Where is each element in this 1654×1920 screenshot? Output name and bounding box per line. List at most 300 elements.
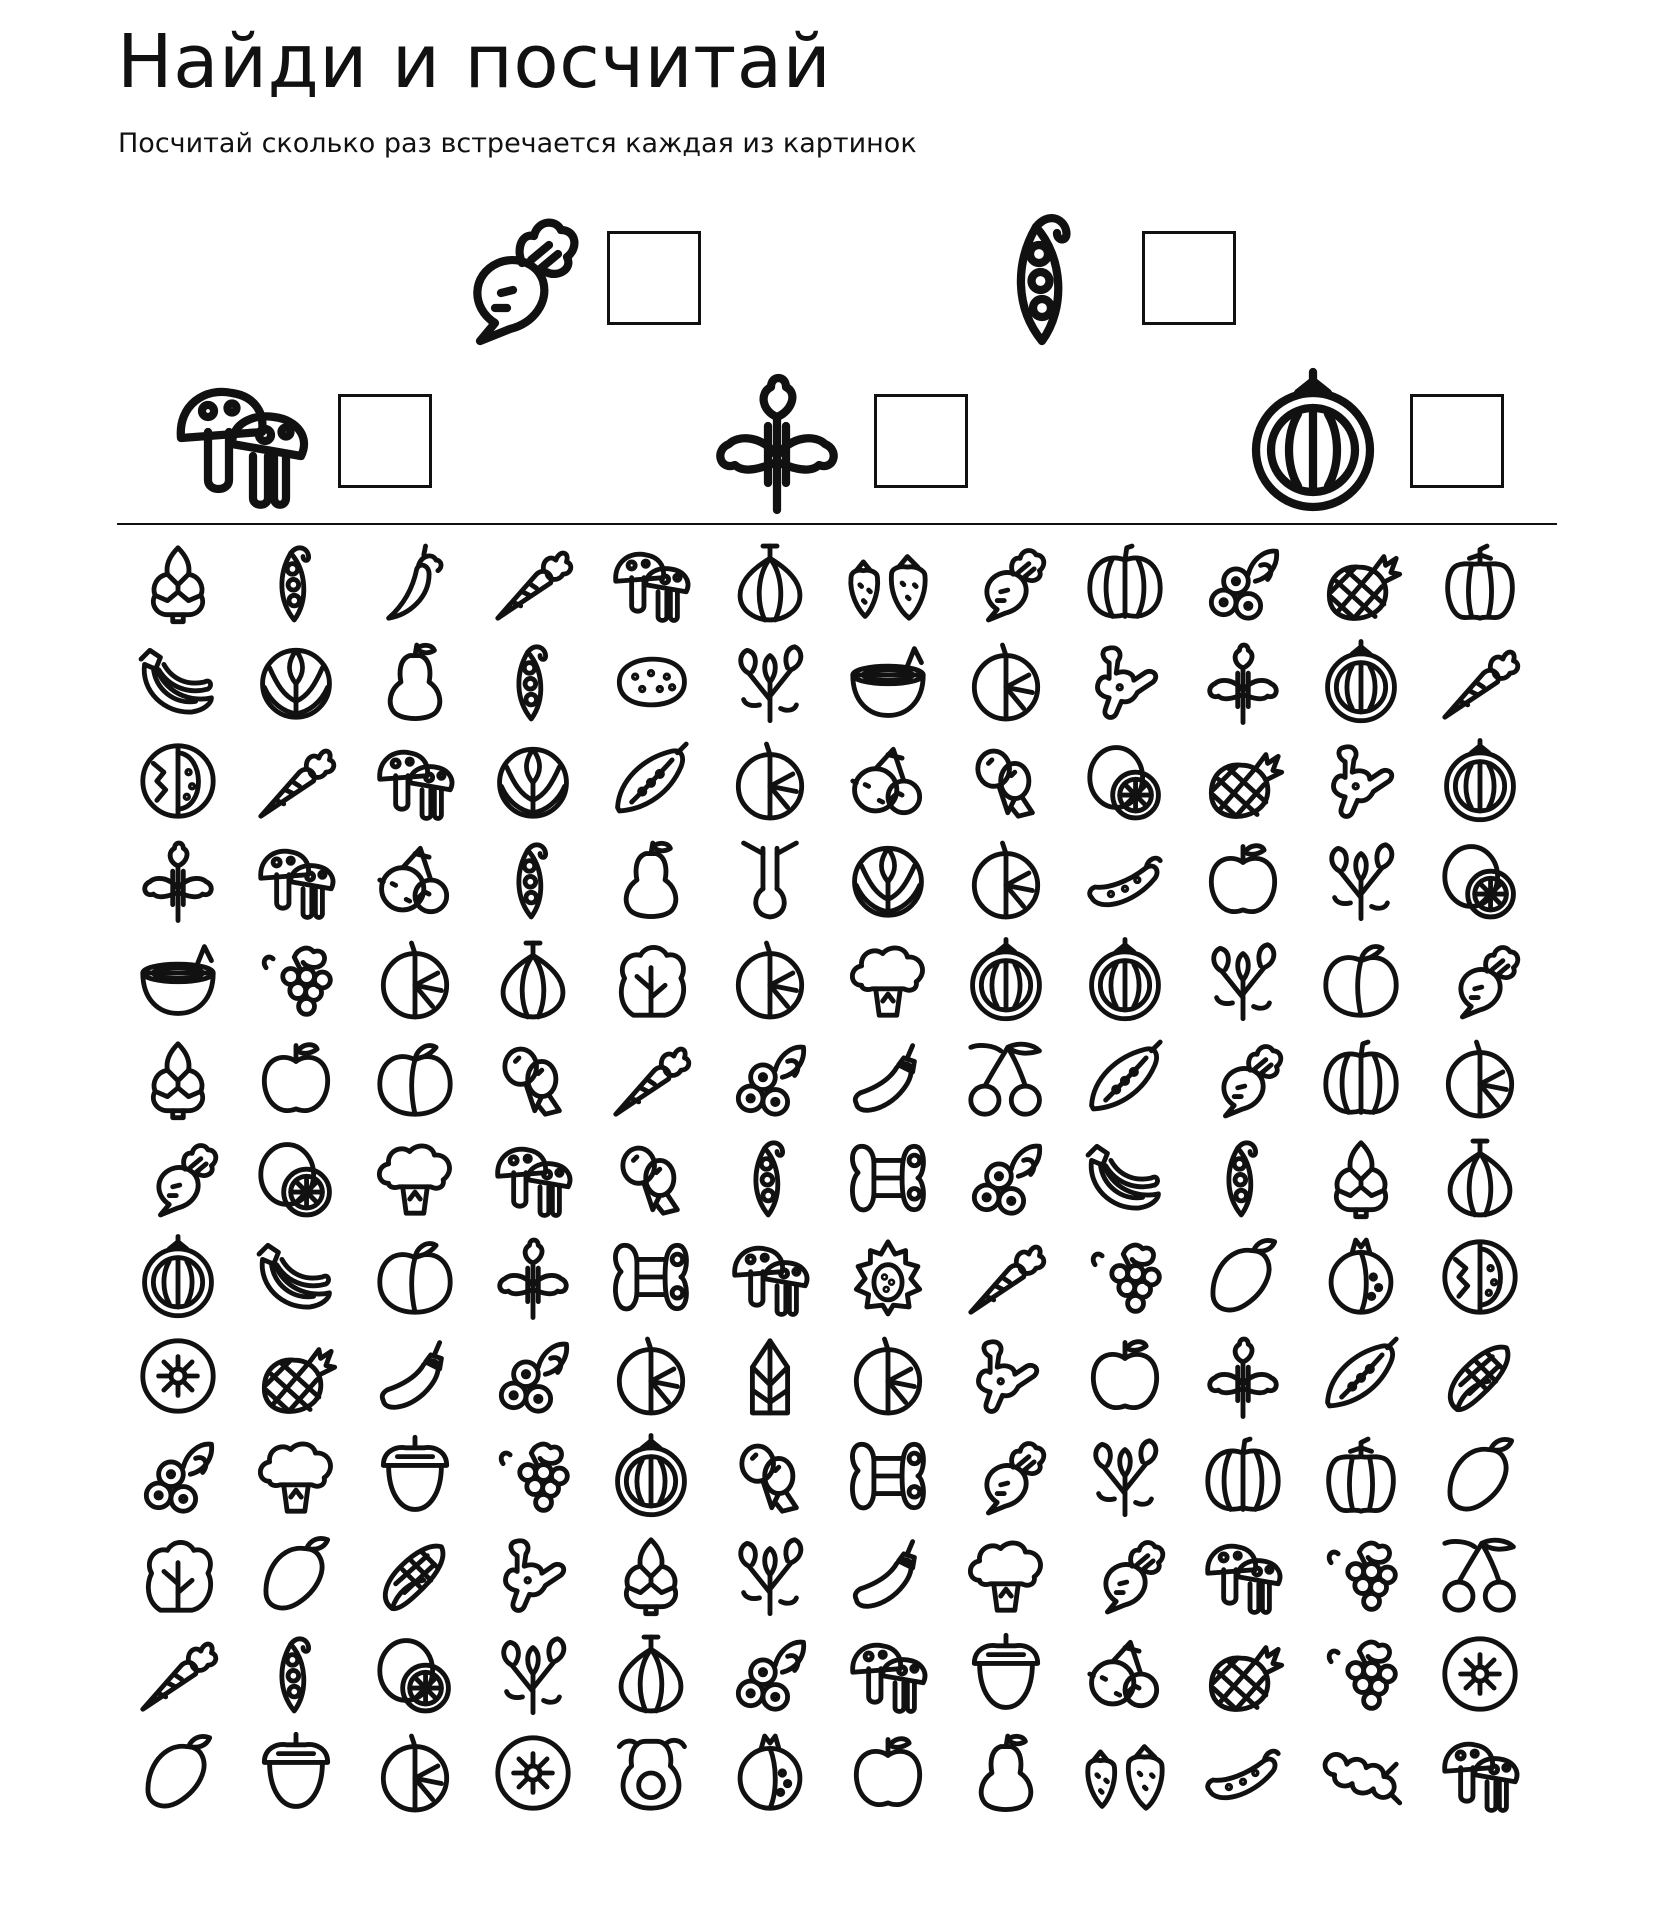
grid-cell bbox=[474, 831, 592, 930]
grid-cell bbox=[1421, 930, 1539, 1029]
garlic-icon bbox=[1436, 1134, 1524, 1222]
grid-cell bbox=[474, 1327, 592, 1426]
pumpkin-icon bbox=[1081, 539, 1169, 627]
mango-icon bbox=[252, 1531, 340, 1619]
grid-cell bbox=[711, 1327, 829, 1426]
grid-cell bbox=[592, 930, 710, 1029]
grid-cell bbox=[119, 1525, 237, 1624]
grid-cell bbox=[1184, 1426, 1302, 1525]
cucumber-icon bbox=[1199, 1729, 1287, 1817]
berries-icon bbox=[134, 1432, 222, 1520]
peas-icon bbox=[1199, 1134, 1287, 1222]
grid-cell bbox=[356, 930, 474, 1029]
grid-cell bbox=[1421, 1128, 1539, 1227]
grid-cell bbox=[829, 1029, 947, 1128]
beet-icon bbox=[1199, 1035, 1287, 1123]
kiwi-icon bbox=[489, 1729, 577, 1817]
pineapple-icon bbox=[1199, 737, 1287, 825]
grid-cell bbox=[237, 632, 355, 731]
lime-icon bbox=[252, 1134, 340, 1222]
tamarind-icon bbox=[1317, 1729, 1405, 1817]
broccoli-icon bbox=[252, 1432, 340, 1520]
grid-cell bbox=[119, 1327, 237, 1426]
grid-cell bbox=[1066, 1029, 1184, 1128]
grid-cell bbox=[1302, 1625, 1420, 1724]
artichoke-icon bbox=[1317, 1134, 1405, 1222]
garlic-icon bbox=[489, 936, 577, 1024]
corn-icon bbox=[371, 1531, 459, 1619]
grid-cell bbox=[237, 1327, 355, 1426]
herb-icon bbox=[702, 366, 852, 516]
acorn-icon bbox=[371, 1432, 459, 1520]
grid-cell bbox=[1302, 731, 1420, 830]
mango-icon bbox=[1436, 1432, 1524, 1520]
acorn-icon bbox=[962, 1630, 1050, 1718]
grid-cell bbox=[947, 1525, 1065, 1624]
grid-cell bbox=[711, 1525, 829, 1624]
ginger-icon bbox=[1081, 638, 1169, 726]
peanut-icon bbox=[844, 1134, 932, 1222]
peach-icon bbox=[1317, 936, 1405, 1024]
grid-cell bbox=[947, 632, 1065, 731]
mango-icon bbox=[134, 1729, 222, 1817]
garlic-icon bbox=[726, 539, 814, 627]
grid-cell bbox=[1066, 1327, 1184, 1426]
answer-box-melon[interactable] bbox=[1410, 394, 1504, 488]
grid-cell bbox=[592, 1128, 710, 1227]
orange-icon bbox=[962, 638, 1050, 726]
cabbage-icon bbox=[489, 737, 577, 825]
grid-cell bbox=[1302, 1128, 1420, 1227]
acorn-icon bbox=[252, 1729, 340, 1817]
grid-cell bbox=[1184, 731, 1302, 830]
herbs-icon bbox=[489, 1630, 577, 1718]
carrot-icon bbox=[252, 737, 340, 825]
herb-icon bbox=[489, 1233, 577, 1321]
beet-icon bbox=[134, 1134, 222, 1222]
answer-box-peas[interactable] bbox=[1142, 231, 1236, 325]
ginger-icon bbox=[489, 1531, 577, 1619]
cabbage-icon bbox=[844, 836, 932, 924]
beet-icon bbox=[962, 1432, 1050, 1520]
grid-cell bbox=[1184, 831, 1302, 930]
broccoli-icon bbox=[844, 936, 932, 1024]
bamboo-icon bbox=[726, 1332, 814, 1420]
mushroom-icon bbox=[371, 737, 459, 825]
beet-icon bbox=[1436, 936, 1524, 1024]
grid-cell bbox=[592, 632, 710, 731]
grid-cell bbox=[474, 533, 592, 632]
grid-cell bbox=[119, 1625, 237, 1724]
grid-cell bbox=[1302, 533, 1420, 632]
cucumber-icon bbox=[1081, 836, 1169, 924]
peas-icon bbox=[489, 836, 577, 924]
grid-cell bbox=[474, 1426, 592, 1525]
berries-icon bbox=[489, 1332, 577, 1420]
grid-cell bbox=[711, 1625, 829, 1724]
grid-cell bbox=[592, 731, 710, 830]
orange-icon bbox=[371, 1729, 459, 1817]
lime-icon bbox=[371, 1630, 459, 1718]
grid-cell bbox=[829, 930, 947, 1029]
grid-cell bbox=[947, 1327, 1065, 1426]
pepper-icon bbox=[1436, 539, 1524, 627]
target-mushroom bbox=[166, 366, 432, 516]
orange-icon bbox=[726, 737, 814, 825]
grid-cell bbox=[1421, 1228, 1539, 1327]
grid-cell bbox=[356, 831, 474, 930]
grid-cell bbox=[1184, 1724, 1302, 1823]
grapes-icon bbox=[489, 1432, 577, 1520]
melon-icon bbox=[1238, 366, 1388, 516]
grid-cell bbox=[237, 1525, 355, 1624]
grid-cell bbox=[474, 1724, 592, 1823]
grid-cell bbox=[1421, 632, 1539, 731]
grid-cell bbox=[1066, 1128, 1184, 1227]
target-beet bbox=[435, 203, 701, 353]
grid-cell bbox=[1421, 1029, 1539, 1128]
grid-cell bbox=[474, 731, 592, 830]
broccoli-icon bbox=[371, 1134, 459, 1222]
grid-cell bbox=[1066, 1228, 1184, 1327]
grid-cell bbox=[829, 1426, 947, 1525]
grid-cell bbox=[119, 632, 237, 731]
grid-cell bbox=[356, 731, 474, 830]
peas-icon bbox=[489, 638, 577, 726]
grid-cell bbox=[1302, 1228, 1420, 1327]
answer-box-beet[interactable] bbox=[607, 231, 701, 325]
apple-icon bbox=[1081, 1332, 1169, 1420]
olive-icon bbox=[962, 737, 1050, 825]
grid-cell bbox=[711, 632, 829, 731]
peach-icon bbox=[371, 1233, 459, 1321]
grid-cell bbox=[1421, 1327, 1539, 1426]
lychee-icon bbox=[1081, 1630, 1169, 1718]
grid-cell bbox=[1302, 1426, 1420, 1525]
grid-cell bbox=[474, 1228, 592, 1327]
melon-icon bbox=[607, 1432, 695, 1520]
grid-cell bbox=[119, 1029, 237, 1128]
pomegranate-icon bbox=[726, 1729, 814, 1817]
carrot-icon bbox=[607, 1035, 695, 1123]
grid-cell bbox=[1302, 1327, 1420, 1426]
orange-icon bbox=[1436, 1035, 1524, 1123]
grid-cell bbox=[237, 831, 355, 930]
grid-cell bbox=[1066, 731, 1184, 830]
grid-cell bbox=[1421, 533, 1539, 632]
grid-cell bbox=[1184, 1327, 1302, 1426]
carrot-icon bbox=[489, 539, 577, 627]
grapes-icon bbox=[1317, 1630, 1405, 1718]
grid-cell bbox=[711, 831, 829, 930]
pear-icon bbox=[371, 638, 459, 726]
grid-cell bbox=[1421, 1724, 1539, 1823]
grid-cell bbox=[237, 1029, 355, 1128]
apple-icon bbox=[844, 1729, 932, 1817]
orange-icon bbox=[844, 1332, 932, 1420]
grid-cell bbox=[592, 1327, 710, 1426]
ginger-icon bbox=[1317, 737, 1405, 825]
potato-icon bbox=[607, 638, 695, 726]
divider bbox=[117, 523, 1557, 525]
mushroom-icon bbox=[844, 1630, 932, 1718]
grid-cell bbox=[711, 1228, 829, 1327]
herbs-icon bbox=[726, 1531, 814, 1619]
grid-cell bbox=[829, 1327, 947, 1426]
mushroom-icon bbox=[166, 366, 316, 516]
lime-icon bbox=[1436, 836, 1524, 924]
grid-cell bbox=[592, 1029, 710, 1128]
berries-icon bbox=[962, 1134, 1050, 1222]
grid-cell bbox=[1184, 1228, 1302, 1327]
berries-icon bbox=[726, 1630, 814, 1718]
corn-icon bbox=[1436, 1332, 1524, 1420]
grid-cell bbox=[947, 1625, 1065, 1724]
page-subtitle: Посчитай сколько раз встречается каждая из картинок bbox=[118, 128, 917, 159]
kiwi-icon bbox=[134, 1332, 222, 1420]
beet-icon bbox=[1081, 1531, 1169, 1619]
grid-cell bbox=[947, 1724, 1065, 1823]
peanut-icon bbox=[607, 1233, 695, 1321]
grid-cell bbox=[829, 1724, 947, 1823]
carrot-icon bbox=[134, 1630, 222, 1718]
grid-cell bbox=[947, 731, 1065, 830]
grid-cell bbox=[237, 1625, 355, 1724]
grid-cell bbox=[119, 533, 237, 632]
grid-cell bbox=[592, 1228, 710, 1327]
eggplant-icon bbox=[844, 1531, 932, 1619]
grid-cell bbox=[119, 1228, 237, 1327]
strawberry-icon bbox=[844, 539, 932, 627]
answer-box-herb[interactable] bbox=[874, 394, 968, 488]
answer-box-mushroom[interactable] bbox=[338, 394, 432, 488]
eggplant-icon bbox=[371, 1332, 459, 1420]
grid-cell bbox=[947, 831, 1065, 930]
papaya-icon bbox=[1317, 1332, 1405, 1420]
banana-icon bbox=[252, 1233, 340, 1321]
grid-cell bbox=[474, 632, 592, 731]
artichoke-icon bbox=[134, 539, 222, 627]
grid-cell bbox=[237, 930, 355, 1029]
grid-cell bbox=[356, 1327, 474, 1426]
olive-icon bbox=[726, 1432, 814, 1520]
grid-cell bbox=[947, 1228, 1065, 1327]
apple-icon bbox=[1199, 836, 1287, 924]
coconut-icon bbox=[844, 638, 932, 726]
melon-icon bbox=[134, 1233, 222, 1321]
pumpkin-icon bbox=[1317, 1035, 1405, 1123]
coconut-icon bbox=[134, 936, 222, 1024]
grid-cell bbox=[1066, 1724, 1184, 1823]
banana-icon bbox=[134, 638, 222, 726]
grid-cell bbox=[1302, 930, 1420, 1029]
mushroom-icon bbox=[489, 1134, 577, 1222]
grid-cell bbox=[119, 831, 237, 930]
watermelon-icon bbox=[1436, 1233, 1524, 1321]
grid-cell bbox=[711, 930, 829, 1029]
grid-cell bbox=[592, 1525, 710, 1624]
grid-cell bbox=[1302, 1724, 1420, 1823]
grid-cell bbox=[1184, 632, 1302, 731]
grid-cell bbox=[592, 1724, 710, 1823]
grid-cell bbox=[829, 1228, 947, 1327]
berries-icon bbox=[726, 1035, 814, 1123]
apple-icon bbox=[252, 1035, 340, 1123]
grid-cell bbox=[119, 731, 237, 830]
watermelon-icon bbox=[134, 737, 222, 825]
grid-cell bbox=[356, 1228, 474, 1327]
grid-cell bbox=[237, 533, 355, 632]
grid-cell bbox=[711, 1426, 829, 1525]
leek-icon bbox=[726, 836, 814, 924]
strawberry-icon bbox=[1081, 1729, 1169, 1817]
lettuce-icon bbox=[134, 1531, 222, 1619]
grid-cell bbox=[1066, 1525, 1184, 1624]
grapes-icon bbox=[252, 936, 340, 1024]
grid-cell bbox=[119, 1724, 237, 1823]
grid-cell bbox=[119, 930, 237, 1029]
kiwi-icon bbox=[1436, 1630, 1524, 1718]
target-peas bbox=[970, 203, 1236, 353]
orange-icon bbox=[726, 936, 814, 1024]
grid-cell bbox=[356, 1029, 474, 1128]
grid-cell bbox=[1184, 1128, 1302, 1227]
grid-cell bbox=[1066, 632, 1184, 731]
grid-cell bbox=[474, 1128, 592, 1227]
pumpkin-icon bbox=[1199, 1432, 1287, 1520]
grid-cell bbox=[356, 533, 474, 632]
orange-icon bbox=[607, 1332, 695, 1420]
grapes-icon bbox=[1317, 1531, 1405, 1619]
grid-cell bbox=[947, 533, 1065, 632]
grid-cell bbox=[711, 1724, 829, 1823]
berries-icon bbox=[1199, 539, 1287, 627]
grid-cell bbox=[947, 1128, 1065, 1227]
artichoke-icon bbox=[134, 1035, 222, 1123]
grid-cell bbox=[1421, 731, 1539, 830]
artichoke-icon bbox=[607, 1531, 695, 1619]
grid-cell bbox=[1421, 831, 1539, 930]
broccoli-icon bbox=[962, 1531, 1050, 1619]
grid-cell bbox=[237, 1228, 355, 1327]
grid-cell bbox=[829, 1128, 947, 1227]
herbs-icon bbox=[1081, 1432, 1169, 1520]
grid-cell bbox=[1066, 831, 1184, 930]
grid-cell bbox=[237, 1128, 355, 1227]
mushroom-icon bbox=[252, 836, 340, 924]
pineapple-icon bbox=[252, 1332, 340, 1420]
peas-icon bbox=[252, 539, 340, 627]
grid-cell bbox=[119, 1128, 237, 1227]
eggplant-icon bbox=[844, 1035, 932, 1123]
grid-cell bbox=[1184, 1029, 1302, 1128]
grid-cell bbox=[1066, 533, 1184, 632]
lychee-icon bbox=[371, 836, 459, 924]
grid-cell bbox=[829, 1525, 947, 1624]
grid-cell bbox=[356, 1128, 474, 1227]
target-melon bbox=[1238, 366, 1504, 516]
grid-cell bbox=[947, 930, 1065, 1029]
herbs-icon bbox=[726, 638, 814, 726]
grid-cell bbox=[474, 1525, 592, 1624]
grid-cell bbox=[829, 1625, 947, 1724]
grid-cell bbox=[356, 632, 474, 731]
orange-icon bbox=[371, 936, 459, 1024]
grid-cell bbox=[1302, 632, 1420, 731]
grid-cell bbox=[356, 1525, 474, 1624]
chili-icon bbox=[371, 539, 459, 627]
dragonfruit-icon bbox=[844, 1233, 932, 1321]
peas-icon bbox=[726, 1134, 814, 1222]
pear-icon bbox=[962, 1729, 1050, 1817]
grid-cell bbox=[1066, 1625, 1184, 1724]
grid-cell bbox=[474, 1029, 592, 1128]
beet-icon bbox=[962, 539, 1050, 627]
cherry-icon bbox=[962, 1035, 1050, 1123]
grid-cell bbox=[1421, 1525, 1539, 1624]
grid-cell bbox=[356, 1625, 474, 1724]
grid-cell bbox=[119, 1426, 237, 1525]
grapes-icon bbox=[1081, 1233, 1169, 1321]
grid-cell bbox=[237, 1724, 355, 1823]
orange-icon bbox=[962, 836, 1050, 924]
grid-cell bbox=[947, 1029, 1065, 1128]
grid-cell bbox=[711, 533, 829, 632]
olive-icon bbox=[607, 1134, 695, 1222]
herbs-icon bbox=[1317, 836, 1405, 924]
grid-cell bbox=[829, 731, 947, 830]
grid-cell bbox=[1302, 1525, 1420, 1624]
peas-icon bbox=[252, 1630, 340, 1718]
banana-icon bbox=[1081, 1134, 1169, 1222]
grid-cell bbox=[592, 1625, 710, 1724]
peas-icon bbox=[970, 203, 1120, 353]
mushroom-icon bbox=[726, 1233, 814, 1321]
olive-icon bbox=[489, 1035, 577, 1123]
grid-cell bbox=[1184, 1525, 1302, 1624]
grid-cell bbox=[829, 831, 947, 930]
grid-cell bbox=[474, 930, 592, 1029]
peanut-icon bbox=[844, 1432, 932, 1520]
grid-cell bbox=[592, 533, 710, 632]
grid-cell bbox=[829, 632, 947, 731]
carrot-icon bbox=[1436, 638, 1524, 726]
melon-icon bbox=[1436, 737, 1524, 825]
grid-cell bbox=[1184, 1625, 1302, 1724]
grid-cell bbox=[1302, 831, 1420, 930]
lychee-icon bbox=[844, 737, 932, 825]
mushroom-icon bbox=[1436, 1729, 1524, 1817]
grid-cell bbox=[711, 731, 829, 830]
grid-cell bbox=[592, 831, 710, 930]
grid-cell bbox=[711, 1029, 829, 1128]
mushroom-icon bbox=[607, 539, 695, 627]
grid-cell bbox=[1421, 1426, 1539, 1525]
grid-cell bbox=[711, 1128, 829, 1227]
herb-icon bbox=[1199, 1332, 1287, 1420]
grid-cell bbox=[1302, 1029, 1420, 1128]
herb-icon bbox=[134, 836, 222, 924]
melon-icon bbox=[962, 936, 1050, 1024]
papaya-icon bbox=[1081, 1035, 1169, 1123]
pineapple-icon bbox=[1317, 539, 1405, 627]
grid-cell bbox=[1421, 1625, 1539, 1724]
pomegranate-icon bbox=[1317, 1233, 1405, 1321]
icon-grid bbox=[119, 533, 1539, 1823]
cabbage-icon bbox=[252, 638, 340, 726]
grid-cell bbox=[237, 731, 355, 830]
melon-icon bbox=[1317, 638, 1405, 726]
